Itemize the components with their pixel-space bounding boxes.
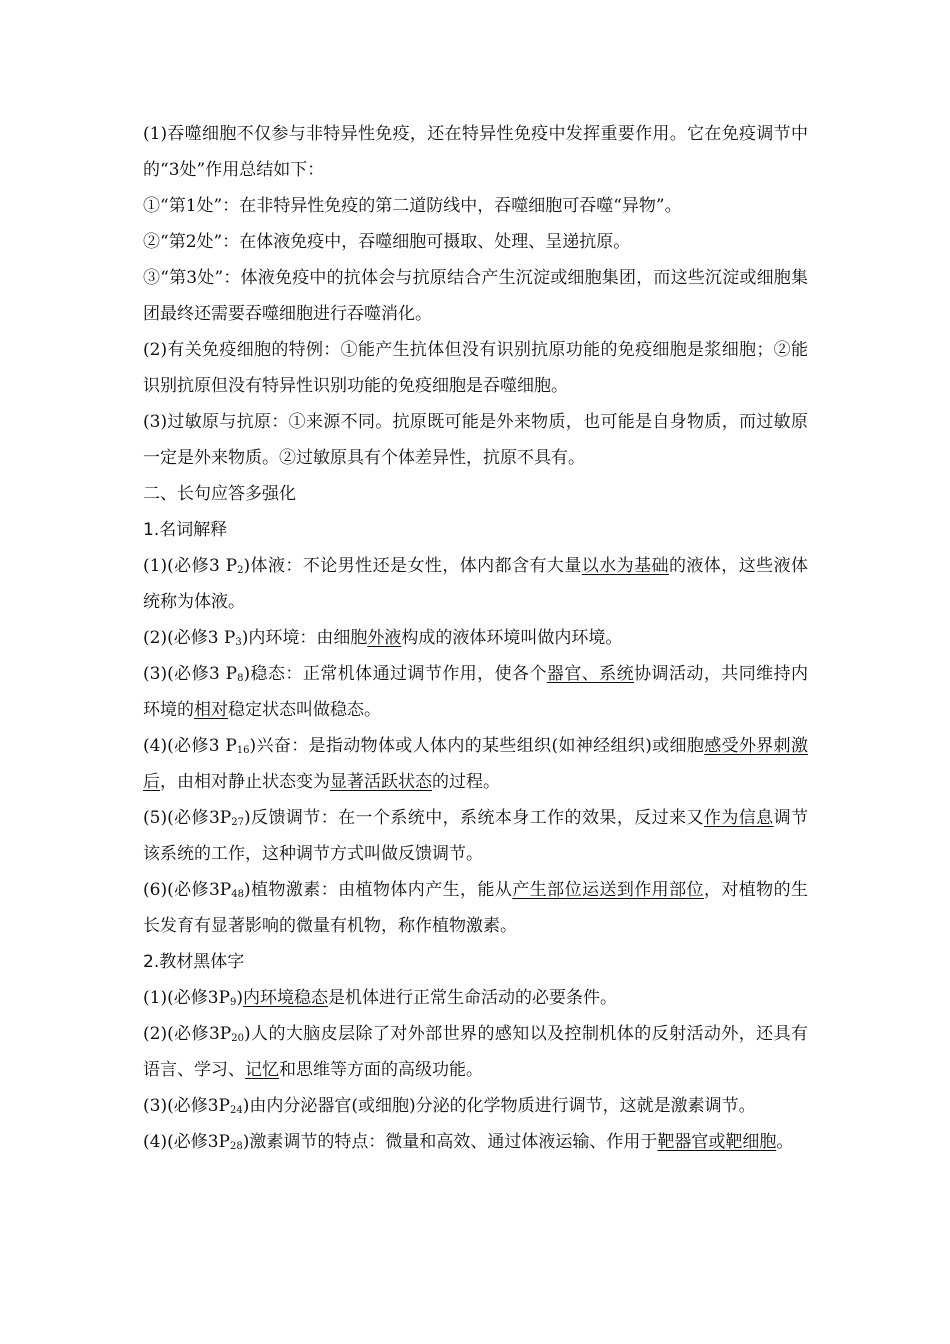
underlined-key-term: 作为信息 — [703, 808, 774, 828]
subscript-page-number: 16 — [236, 745, 250, 756]
subscript-page-number: 48 — [231, 889, 244, 900]
text-run: ②“第2处”：在体液免疫中，吞噬细胞可摄取、处理、呈递抗原。 — [143, 232, 631, 252]
underlined-key-term: 器官、系统 — [546, 664, 635, 684]
underlined-key-term: 内环境稳态 — [242, 988, 328, 1008]
section-heading — [143, 476, 808, 512]
underlined-key-term: 产生部位运送到作用部位 — [512, 880, 704, 900]
subscript-page-number: 2 — [237, 565, 244, 576]
underlined-key-term: 靶器官或靶细胞 — [657, 1132, 777, 1152]
paragraph — [143, 800, 808, 872]
text-run: 。 — [776, 1132, 794, 1152]
paragraph — [143, 656, 808, 728]
text-run: 调节该系统的工作，这种调节方式叫做反馈调节。 — [143, 808, 809, 864]
text-run: )由内分泌器官(或细胞)分泌的化学物质进行调节，这就是激素调节。 — [242, 1096, 756, 1116]
text-run: )反馈调节：在一个系统中，系统本身工作的效果，反过来又 — [243, 808, 704, 828]
text-run: 和思维等方面的高级功能。 — [279, 1060, 483, 1080]
text-run: 的液体，这些液体统称为体液。 — [143, 556, 809, 612]
paragraph — [143, 872, 808, 944]
text-run: (3)(必修3 P — [143, 664, 238, 684]
text-run: 2.教材黑体字 — [143, 952, 245, 972]
text-run: )兴奋：是指动物体或人体内的某些组织(如神经组织)或细胞 — [249, 736, 705, 756]
document-body — [143, 116, 808, 1160]
paragraph — [143, 548, 808, 620]
text-run: )内环境：由细胞 — [241, 628, 368, 648]
underlined-key-term: 以水为基础 — [581, 556, 669, 576]
section-heading — [143, 944, 808, 980]
subscript-page-number: 9 — [229, 997, 237, 1008]
underlined-key-term: 显著活跃状态 — [330, 772, 432, 792]
paragraph — [143, 980, 808, 1016]
paragraph — [143, 404, 808, 476]
text-run: (2)有关免疫细胞的特例：①能产生抗体但没有识别抗原功能的免疫细胞是浆细胞；②能识别抗原但没有特异性识别功能的免疫细胞是吞噬细胞。 — [143, 340, 808, 396]
underlined-key-term: 记忆 — [245, 1060, 279, 1080]
text-run: (5)(必修3P — [143, 808, 232, 828]
paragraph — [143, 1016, 808, 1088]
text-run: (3)(必修3P — [143, 1096, 230, 1116]
text-run: 的过程。 — [432, 772, 500, 792]
text-run: ③“第3处”：体液免疫中的抗体会与抗原结合产生沉淀或细胞集团，而这些沉淀或细胞集团最终还需要吞噬细胞进行吞噬消化。 — [143, 268, 808, 324]
text-run: )植物激素：由植物体内产生，能从 — [243, 880, 513, 900]
text-run: (1)吞噬细胞不仅参与非特异性免疫，还在特异性免疫中发挥重要作用。它在免疫调节中的“3处”作用总结如下： — [143, 124, 808, 180]
text-run: ，对植物的生长发育有显著影响的微量有机物，称作植物激素。 — [143, 880, 809, 936]
paragraph — [143, 620, 808, 656]
paragraph — [143, 1088, 808, 1124]
text-run: ①“第1处”：在非特异性免疫的第二道防线中，吞噬细胞可吞噬“异物”。 — [143, 196, 682, 216]
subscript-page-number: 24 — [229, 1105, 243, 1116]
text-run: (1)(必修3 P — [143, 556, 238, 576]
text-run: 构成的液体环境叫做内环境。 — [401, 628, 623, 648]
text-run: 1.名词解释 — [143, 520, 228, 540]
text-run: (4)(必修3 P — [143, 736, 237, 756]
paragraph — [143, 260, 808, 332]
text-run: )人的大脑皮层除了对外部世界的感知以及控制机体的反射活动外，还具有语言、学习、 — [143, 1024, 808, 1080]
text-run: (6)(必修3P — [143, 880, 232, 900]
text-run: (2)(必修3P — [143, 1024, 232, 1044]
text-run: )稳态：正常机体通过调节作用，使各个 — [243, 664, 547, 684]
subscript-page-number: 8 — [237, 673, 244, 684]
text-run: (1)(必修3P — [143, 988, 230, 1008]
paragraph — [143, 116, 808, 188]
subscript-page-number: 28 — [229, 1141, 243, 1152]
text-run: )激素调节的特点：微量和高效、通过体液运输、作用于 — [242, 1132, 658, 1152]
subscript-page-number: 27 — [231, 817, 244, 828]
text-run: )体液：不论男性还是女性，体内都含有大量 — [243, 556, 582, 576]
paragraph — [143, 188, 808, 224]
underlined-key-term: 相对 — [194, 700, 228, 720]
paragraph — [143, 332, 808, 404]
text-run: (2)(必修3 P — [143, 628, 236, 648]
underlined-key-term: 感受外界刺激后 — [143, 736, 809, 792]
text-run: 二、长句应答多强化 — [143, 484, 296, 504]
text-run: (3)过敏原与抗原：①来源不同。抗原既可能是外来物质，也可能是自身物质，而过敏原一定是外来物质。②过敏原具有个体差异性，抗原不具有。 — [143, 412, 808, 468]
subscript-page-number: 3 — [235, 637, 242, 648]
text-run: ) — [236, 988, 243, 1008]
subscript-page-number: 20 — [231, 1033, 244, 1044]
text-run: 是机体进行正常生命活动的必要条件。 — [327, 988, 617, 1008]
text-run: (4)(必修3P — [143, 1132, 230, 1152]
section-heading — [143, 512, 808, 548]
text-run: 稳定状态叫做稳态。 — [228, 700, 381, 720]
paragraph — [143, 728, 808, 800]
text-run: ，由相对静止状态变为 — [160, 772, 330, 792]
text-run: 协调活动，共同维持内环境的 — [143, 664, 808, 720]
paragraph — [143, 1124, 808, 1160]
underlined-key-term: 外液 — [367, 628, 402, 648]
paragraph — [143, 224, 808, 260]
